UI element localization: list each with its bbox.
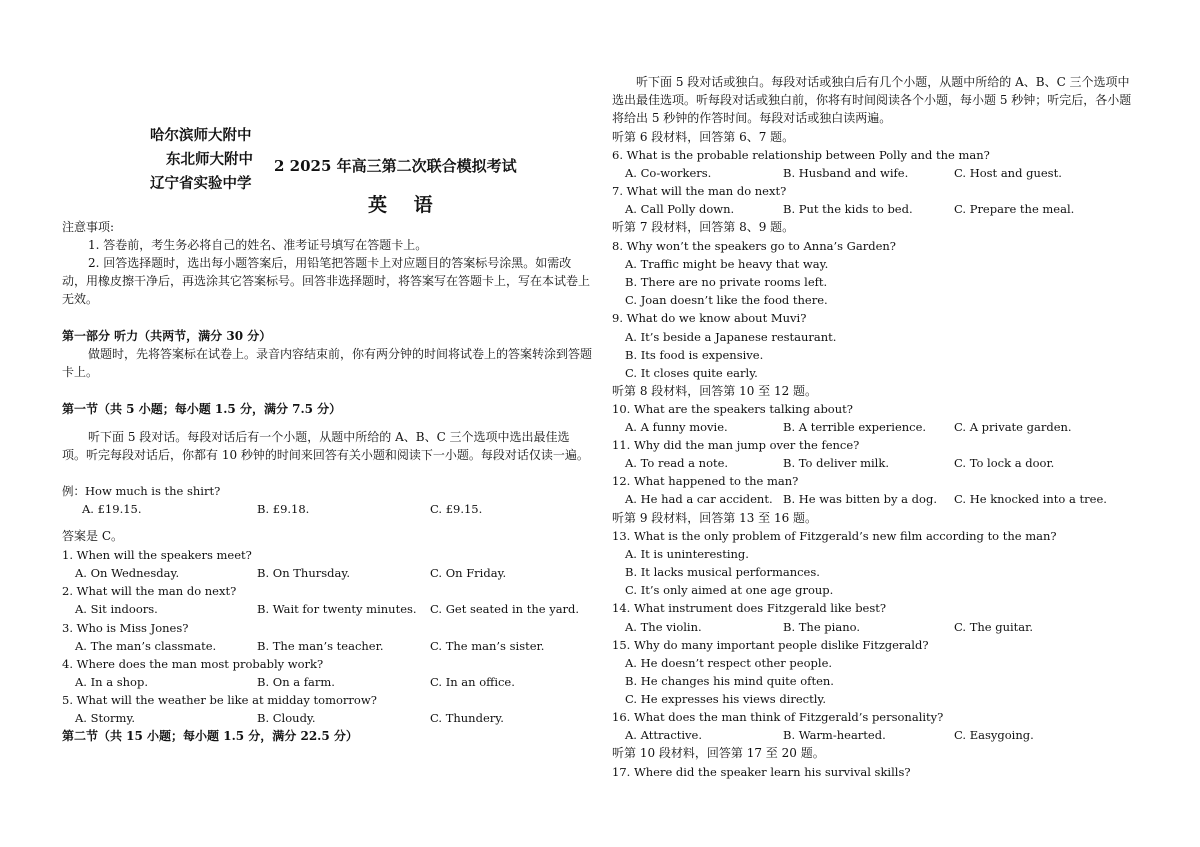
q9-option-a: A. It’s beside a Japanese restaurant. <box>625 330 837 344</box>
subject-title: 英 语 <box>368 194 443 216</box>
q5-option-a: A. Stormy. <box>75 711 136 725</box>
q1-option-b: B. On Thursday. <box>257 566 350 580</box>
section2-instructions: 听下面 5 段对话或独白。每段对话或独白后有几个小题，从题中所给的 A、B、C 三个选项中选出最佳选项。听每段对话或独白前，你将有时间阅读各个小题，每小题 5 秒钟；听完后，各小题将给出 5 秒钟的作答时间。每段对话或独白读两遍。 <box>612 75 1132 125</box>
question-11: 11. Why did the man jump over the fence? <box>612 438 860 452</box>
q11-option-c: C. To lock a door. <box>954 456 1055 470</box>
q2-option-b: B. Wait for twenty minutes. <box>257 602 417 616</box>
part1-heading: 第一部分 听力（共两节，满分 30 分） <box>62 329 272 343</box>
q10-option-b: B. A terrible experience. <box>783 420 927 434</box>
q13-option-c: C. It’s only aimed at one age group. <box>625 583 834 597</box>
example-question: 例：How much is the shirt? <box>62 484 221 498</box>
question-6: 6. What is the probable relationship between Polly and the man? <box>612 148 990 162</box>
section1-instructions: 听下面 5 段对话。每段对话后有一个小题，从题中所给的 A、B、C 三个选项中选出最佳选项。听完每段对话后，你都有 10 秒钟的时间来回答有关小题和阅读下一小题。每段对话仅读一遍。 <box>62 430 589 462</box>
question-16: 16. What does the man think of Fitzgerald’s personality? <box>612 710 944 724</box>
exam-title: 2 2025 年高三第二次联合模拟考试 <box>274 157 517 175</box>
school-name-2: 东北师大附中 <box>166 151 253 168</box>
question-10: 10. What are the speakers talking about? <box>612 402 853 416</box>
q7-option-b: B. Put the kids to bed. <box>783 202 913 216</box>
question-8: 8. Why won’t the speakers go to Anna’s Garden? <box>612 239 896 253</box>
question-3: 3. Who is Miss Jones? <box>62 621 189 635</box>
part1-instructions: 做题时，先将答案标在试卷上。录音内容结束前，你有两分钟的时间将试卷上的答案转涂到答题卡上。 <box>62 347 593 379</box>
q12-option-c: C. He knocked into a tree. <box>954 492 1107 506</box>
q5-option-b: B. Cloudy. <box>257 711 316 725</box>
q4-option-a: A. In a shop. <box>75 675 148 689</box>
q1-option-a: A. On Wednesday. <box>75 566 180 580</box>
q14-option-b: B. The piano. <box>783 620 860 634</box>
notes-item-2: 2. 回答选择题时，选出每小题答案后，用铅笔把答题卡上对应题目的答案标号涂黑。如需改动，用橡皮擦干净后，再选涂其它答案标号。回答非选择题时，将答案写在答题卡上，写在本试卷上无效。 <box>62 256 591 306</box>
q2-option-c: C. Get seated in the yard. <box>430 602 580 616</box>
q11-option-b: B. To deliver milk. <box>783 456 889 470</box>
q6-option-b: B. Husband and wife. <box>783 166 909 180</box>
q6-option-a: A. Co-workers. <box>625 166 712 180</box>
section2-heading: 第二节（共 15 小题；每小题 1.5 分，满分 22.5 分） <box>62 729 358 743</box>
example-answer: 答案是 C。 <box>62 529 123 543</box>
q4-option-b: B. On a farm. <box>257 675 335 689</box>
q13-option-b: B. It lacks musical performances. <box>625 565 820 579</box>
question-12: 12. What happened to the man? <box>612 474 799 488</box>
q1-option-c: C. On Friday. <box>430 566 507 580</box>
material-9: 听第 9 段材料，回答第 13 至 16 题。 <box>612 511 818 525</box>
q14-option-c: C. The guitar. <box>954 620 1034 634</box>
q14-option-a: A. The violin. <box>625 620 702 634</box>
question-14: 14. What instrument does Fitzgerald like best? <box>612 601 887 615</box>
question-4: 4. Where does the man most probably work? <box>62 657 324 671</box>
material-8: 听第 8 段材料，回答第 10 至 12 题。 <box>612 384 818 398</box>
q7-option-c: C. Prepare the meal. <box>954 202 1075 216</box>
q10-option-c: C. A private garden. <box>954 420 1072 434</box>
q16-option-b: B. Warm-hearted. <box>783 728 886 742</box>
q15-option-c: C. He expresses his views directly. <box>625 692 827 706</box>
q13-option-a: A. It is uninteresting. <box>625 547 749 561</box>
q6-option-c: C. Host and guest. <box>954 166 1062 180</box>
question-7: 7. What will the man do next? <box>612 184 787 198</box>
q8-option-a: A. Traffic might be heavy that way. <box>625 257 829 271</box>
q11-option-a: A. To read a note. <box>625 456 729 470</box>
question-1: 1. When will the speakers meet? <box>62 548 252 562</box>
question-9: 9. What do we know about Muvi? <box>612 311 807 325</box>
q16-option-c: C. Easygoing. <box>954 728 1034 742</box>
school-name-3: 辽宁省实验中学 <box>150 175 252 192</box>
example-option-b: B. £9.18. <box>257 502 310 516</box>
q9-option-b: B. Its food is expensive. <box>625 348 764 362</box>
question-2: 2. What will the man do next? <box>62 584 237 598</box>
notes-item-1: 1. 答卷前，考生务必将自己的姓名、准考证号填写在答题卡上。 <box>88 238 428 252</box>
q8-option-b: B. There are no private rooms left. <box>625 275 828 289</box>
question-15: 15. Why do many important people dislike Fitzgerald? <box>612 638 929 652</box>
q3-option-c: C. The man’s sister. <box>430 639 545 653</box>
material-6: 听第 6 段材料，回答第 6、7 题。 <box>612 130 795 144</box>
material-7: 听第 7 段材料，回答第 8、9 题。 <box>612 220 795 234</box>
q16-option-a: A. Attractive. <box>625 728 703 742</box>
q7-option-a: A. Call Polly down. <box>625 202 735 216</box>
material-10: 听第 10 段材料，回答第 17 至 20 题。 <box>612 746 825 760</box>
q8-option-c: C. Joan doesn’t like the food there. <box>625 293 828 307</box>
q10-option-a: A. A funny movie. <box>625 420 728 434</box>
notes-heading: 注意事项: <box>62 220 115 234</box>
q15-option-b: B. He changes his mind quite often. <box>625 674 834 688</box>
q2-option-a: A. Sit indoors. <box>75 602 158 616</box>
question-5: 5. What will the weather be like at midday tomorrow? <box>62 693 377 707</box>
q15-option-a: A. He doesn’t respect other people. <box>625 656 833 670</box>
school-name-1: 哈尔滨师大附中 <box>150 127 252 144</box>
q12-option-b: B. He was bitten by a dog. <box>783 492 937 506</box>
section1-heading: 第一节（共 5 小题；每小题 1.5 分，满分 7.5 分） <box>62 402 342 416</box>
q4-option-c: C. In an office. <box>430 675 515 689</box>
question-17: 17. Where did the speaker learn his survival skills? <box>612 765 911 779</box>
q3-option-b: B. The man’s teacher. <box>257 639 384 653</box>
example-option-a: A. £19.15. <box>82 502 142 516</box>
q5-option-c: C. Thundery. <box>430 711 504 725</box>
question-13: 13. What is the only problem of Fitzgerald’s new film according to the man? <box>612 529 1057 543</box>
example-option-c: C. £9.15. <box>430 502 483 516</box>
q3-option-a: A. The man’s classmate. <box>75 639 217 653</box>
q9-option-c: C. It closes quite early. <box>625 366 758 380</box>
q12-option-a: A. He had a car accident. <box>625 492 773 506</box>
